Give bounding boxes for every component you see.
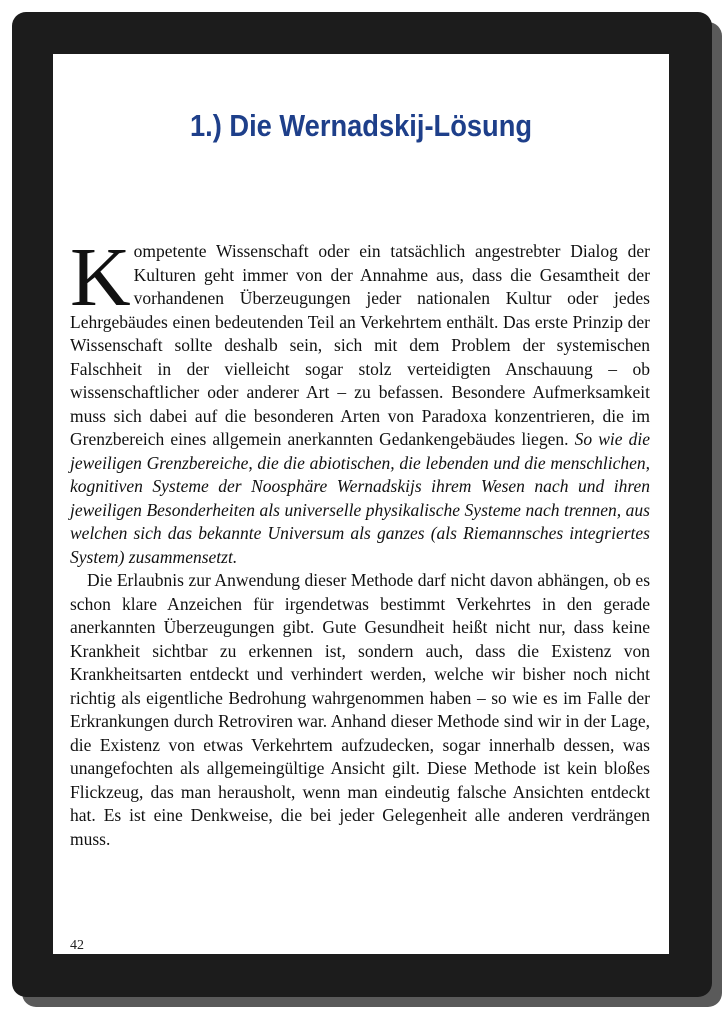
- paragraph-2: Die Erlaubnis zur Anwendung dieser Methode darf nicht davon abhängen, ob es schon klare Anzeichen für irgendetwas bestimmt Verkehrtes in den gerade anerkannten Überzeugungen gibt. Gute Gesundheit heißt nicht nur, dass keine Krankheit sichtbar zu erkennen ist, sondern auch, dass die Existenz von Krankheitsarten entdeckt und verhindert werden, welche wir bisher noch nicht richtig als eigentliche Bedrohung wahrgenommen haben – so wie es im Falle der Erkrankungen durch Retroviren war. Anhand dieser Methode sind wir in der Lage, die Existenz von etwas Verkehrtem aufzudecken, sogar innerhalb dessen, was unangefochten als allgemeingültige Ansicht gilt. Diese Methode ist kein bloßes Flickzeug, das man herausholt, wenn man eindeutig falsche Ansichten entdeckt hat. Es ist eine Denkweise, die bei jeder Gelegenheit alle anderen verdrängen muss.: [70, 570, 650, 849]
- book-page: [53, 54, 669, 954]
- page-number: 42: [70, 938, 84, 953]
- drop-cap: K: [70, 231, 131, 324]
- paragraph-1-text: ompetente Wissenschaft oder ein tatsächlich angestrebter Dialog der Kulturen geht immer von der Annahme aus, dass die Gesamtheit der vorhandenen Überzeugungen jeder nationalen Kultur oder jedes Lehrgebäudes einen bedeutenden Teil an Verkehrtem enthält. Das erste Prinzip der Wissenschaft sollte deshalb sein, sich mit dem Problem der systemischen Falschheit in der vielleicht sogar stolz verteidigten Anschauung – ob wissenschaftlicher oder anderer Art – zu befassen. Besondere Aufmerksamkeit muss sich dabei auf die besonderen Arten von Paradoxa konzentrieren, die im Grenzbereich eines allgemein anerkannten Gedankengebäudes liegen.: [70, 241, 650, 449]
- page-body: [70, 231, 650, 851]
- paragraph-1: [70, 231, 650, 569]
- paragraph-1-italic-text: So wie die jeweiligen Grenzbereiche, die die abiotischen, die lebenden und die menschlichen, kognitiven Systeme der Noosphäre Wernadskijs ihrem Wesen nach und ihren jeweiligen Besonderheiten als universelle physikalische Systeme nach trennen, aus welchen sich das bekannte Universum als ganzes (als Riemannsches integriertes System) zusammensetzt.: [70, 429, 650, 567]
- chapter-title: 1.) Die Wernadskij-Lösung: [189, 108, 533, 143]
